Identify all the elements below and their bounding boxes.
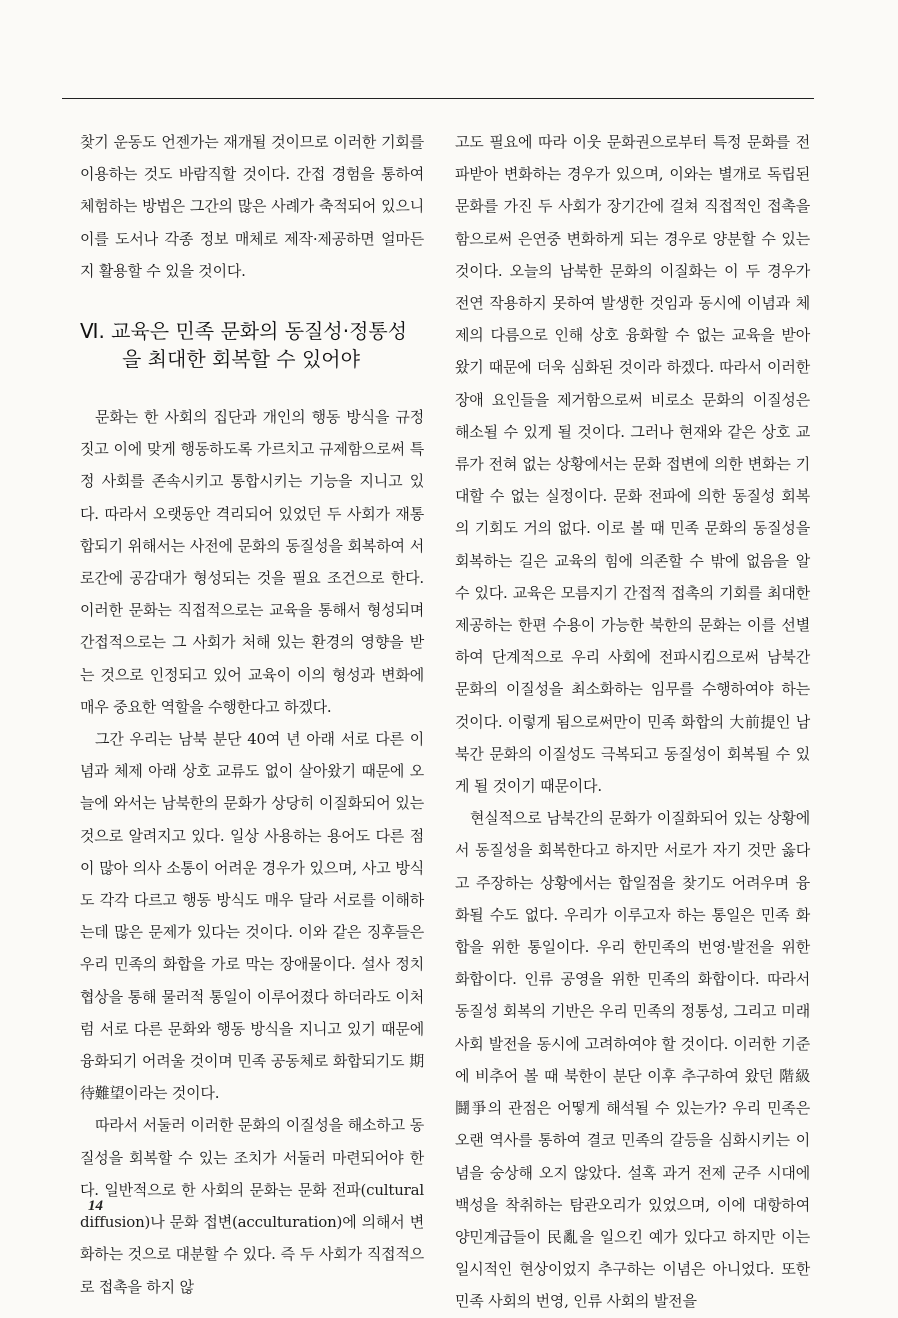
top-rule (62, 98, 814, 99)
paragraph: 그간 우리는 남북 분단 40여 년 아래 서로 다른 이념과 체제 아래 상호 교류도 없이 살아왔기 때문에 오늘에 와서는 남북한의 문화가 상당히 이질화되어 있는 것으로 알려지고 있다. 일상 사용하는 용어도 다른 점이 많아 의사 소통이 어려운 경우가 있으며, 사고 방식도 각각 다르고 행동 방식도 매우 달라 서로를 이해하는데 많은 문제가 있다는 것이다. 이와 같은 징후들은 우리 민족의 화합을 가로 막는 장애물이다. 설사 정치 협상을 통해 물러적 통일이 이루어졌다 하더라도 이처럼 서로 다른 문화와 행동 방식을 지니고 있기 때문에 융화되기 어려울 것이며 민족 공동체로 화합되기도 期待難望이라는 것이다. (80, 730, 424, 1103)
paragraph: 따라서 서둘러 이러한 문화의 이질성을 해소하고 동질성을 회복할 수 있는 조치가 서둘러 마련되어야 한다. 일반적으로 한 사회의 문화는 문화 전파(cultural diffusion)나 문화 접변(acculturation)에 의해서 변화하는 것으로 대분할 수 있다. 즉 두 사회가 직접적으로 접촉을 하지 않 (80, 1116, 424, 1296)
paragraph: 찾기 운동도 언젠가는 재개될 것이므로 이러한 기회를 이용하는 것도 바람직할 것이다. 간접 경험을 통하여 체험하는 방법은 그간의 많은 사례가 축적되어 있으니 이를 도서나 각종 정보 매체로 제작·제공하면 얼마든지 활용할 수 있을 것이다. (80, 133, 424, 280)
right-column (455, 126, 810, 1318)
paragraph: 문화는 한 사회의 집단과 개인의 행동 방식을 규정짓고 이에 맞게 행동하도록 가르치고 규제함으로써 특정 사회를 존속시키고 통합시키는 기능을 지니고 있다. 따라서 오랫동안 격리되어 있었던 두 사회가 재통합되기 위해서는 사전에 문화의 동질성을 회복하여 서로간에 공감대가 형성되는 것을 필요 조건으로 한다. 이러한 문화는 직접적으로는 교육을 통해서 형성되며 간접적으로는 그 사회가 처해 있는 환경의 영향을 받는 것으로 인정되고 있어 교육이 이의 형성과 변화에 매우 중요한 역할을 수행한다고 하겠다. (80, 408, 424, 716)
section-heading: Ⅵ. 교육은 민족 문화의 동질성·정통성을 최대한 회복할 수 있어야 (80, 319, 408, 372)
left-column (80, 126, 424, 1303)
paragraph: 현실적으로 남북간의 문화가 이질화되어 있는 상황에서 동질성을 회복한다고 하지만 서로가 자기 것만 옳다고 주장하는 상황에서는 합일점을 찾기도 어려우며 융화될 수도 없다. 우리가 이루고자 하는 통일은 민족 화합을 위한 통일이다. 우리 한민족의 번영·발전을 위한 화합이다. 인류 공영을 위한 민족의 화합이다. 따라서 동질성 회복의 기반은 우리 민족의 정통성, 그리고 미래사회 발전을 동시에 고려하여야 할 것이다. 이러한 기준에 비추어 볼 때 북한이 분단 이후 추구하여 왔던 階級鬪爭의 관점은 어떻게 해석될 수 있는가? 우리 민족은 오랜 역사를 통하여 결코 민족의 갈등을 심화시키는 이념을 숭상해 오지 않았다. 설혹 과거 전제 군주 시대에 백성을 착취하는 탐관오리가 있었으며, 이에 대항하여 양민계급들이 民亂을 일으킨 예가 있다고 하지만 이는 일시적인 현상이었지 추구하는 이념은 아니었다. 또한 민족 사회의 번영, 인류 사회의 발전을 (455, 809, 810, 1311)
page-number: 14 (88, 1198, 103, 1214)
paragraph: 고도 필요에 따라 이웃 문화권으로부터 특정 문화를 전파받아 변화하는 경우가 있으며, 이와는 별개로 독립된 문화를 가진 두 사회가 장기간에 걸쳐 직접적인 접촉을 함으로써 은연중 변화하게 되는 경우로 양분할 수 있는 것이다. 오늘의 남북한 문화의 이질화는 이 두 경우가 전연 작용하지 못하여 발생한 것임과 동시에 이념과 체제의 다름으로 인해 상호 융화할 수 없는 교육을 받아 왔기 때문에 더욱 심화된 것이라 하겠다. 따라서 이러한 장애 요인들을 제거함으로써 비로소 문화의 이질성은 해소될 수 있게 될 것이다. 그러나 현재와 같은 상호 교류가 전혀 없는 상황에서는 문화 접변에 의한 변화는 기대할 수 없는 실정이다. 문화 전파에 의한 동질성 회복의 기회도 거의 없다. 이로 볼 때 민족 문화의 동질성을 회복하는 길은 교육의 힘에 의존할 수 밖에 없음을 알 수 있다. 교육은 모름지기 간접적 접촉의 기회를 최대한 제공하는 한편 수용이 가능한 북한의 문화는 이를 선별하여 단계적으로 우리 사회에 전파시킴으로써 남북간 문화의 이질성을 최소화하는 임무를 수행하여야 하는 것이다. 이렇게 됨으로써만이 민족 화합의 大前提인 남북간 문화의 이질성도 극복되고 동질성이 회복될 수 있게 될 것이기 때문이다. (455, 133, 810, 796)
